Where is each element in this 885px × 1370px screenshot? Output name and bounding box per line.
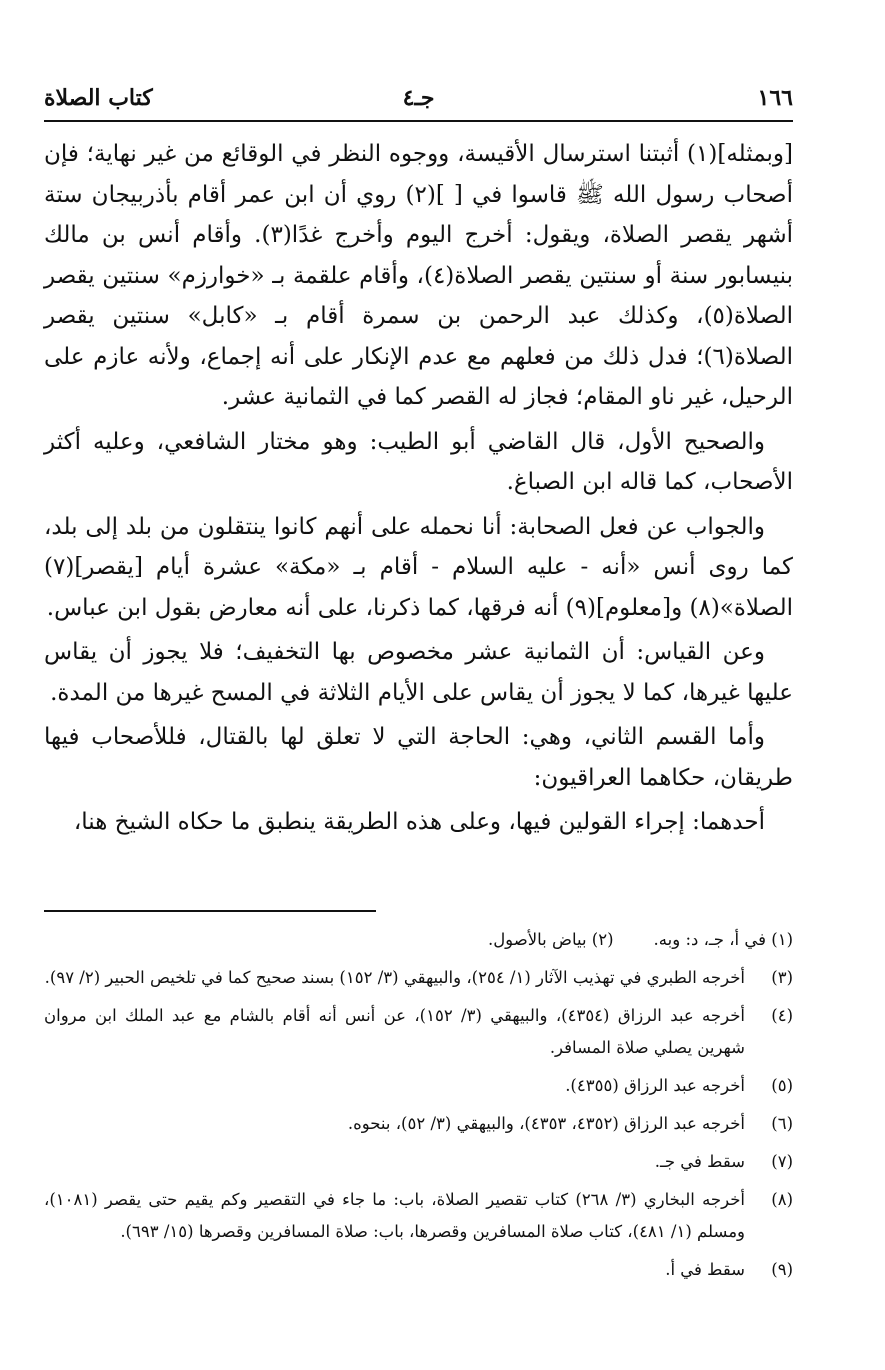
- page-number: ١٦٦: [757, 85, 793, 111]
- footnote: [44, 1000, 793, 1064]
- footnote-number: (٩): [771, 1260, 793, 1279]
- header-rule: [44, 120, 793, 122]
- footnote-number: (١): [771, 930, 793, 949]
- footnote: [44, 1184, 793, 1248]
- footnote-number: (٧): [771, 1152, 793, 1171]
- footnote: [44, 1108, 793, 1140]
- book-title: كتاب الصلاة: [44, 85, 153, 111]
- main-text: [44, 134, 793, 847]
- footnote-text: أخرجه عبد الرزاق (٤٣٥٢، ٤٣٥٣)، والبيهقي (٣/ ٥٢)، بنحوه.: [347, 1114, 745, 1133]
- footnote: [654, 924, 793, 956]
- volume-label: جـ٤: [402, 85, 435, 111]
- paragraph: [وبمثله](١) أثبتنا استرسال الأقيسة، ووجوه النظر في الوقائع من غير نهاية؛ فإن أصحاب رسول الله ﷺ قاسوا في [ ](٢) روي أن ابن عمر أقام بأذربيجان ستة أشهر يقصر الصلاة، ويقول: أخرج اليوم وأخرج غدًا(٣). وأقام أنس بن مالك بنيسابور سنة أو سنتين يقصر الصلاة(٤)، وأقام علقمة بـ «خوارزم» سنتين يقصر الصلاة(٥)، وكذلك عبد الرحمن بن سمرة أقام بـ «كابل» سنتين يقصر الصلاة(٦)؛ فدل ذلك من فعلهم مع عدم الإنكار على أنه إجماع، ولأنه عازم على الرحيل، غير ناو المقام؛ فجاز له القصر كما في الثمانية عشر.: [44, 141, 794, 410]
- running-header: [44, 80, 793, 116]
- paragraph: وعن القياس: أن الثمانية عشر مخصوص بها التخفيف؛ فلا يجوز أن يقاس عليها غيرها، كما لا يجوز أن يقاس على الأيام الثلاثة في المسح غيرها من المدة.: [44, 639, 793, 706]
- paragraph: أحدهما: إجراء القولين فيها، وعلى هذه الطريقة ينطبق ما حكاه الشيخ هنا،: [73, 809, 765, 835]
- footnote-text: أخرجه البخاري (٣/ ٢٦٨) كتاب تقصير الصلاة، باب: ما جاء في التقصير وكم يقيم حتى يقصر (١٠٨١)، ومسلم (١/ ٤٨١)، كتاب صلاة المسافرين وقصرها، باب: صلاة المسافرين وقصرها (١٥/ ٦٩٣).: [44, 1190, 746, 1241]
- footnote-number: (٨): [771, 1190, 793, 1209]
- footnote: [44, 1146, 793, 1178]
- footnote-text: بياض بالأصول.: [487, 930, 587, 949]
- footnote: [44, 1070, 793, 1102]
- paragraph: والجواب عن فعل الصحابة: أنا نحمله على أنهم كانوا ينتقلون من بلد إلى بلد، كما روى أنس «أنه - عليه السلام - أقام بـ «مكة» عشرة أيام [يقصر](٧) الصلاة»(٨) و[معلوم](٩) أنه فرقها، كما ذكرنا، على أنه معارض بقول ابن عباس.: [44, 513, 793, 621]
- footnote: [44, 1254, 793, 1286]
- footnote-text: أخرجه عبد الرزاق (٤٣٥٥).: [565, 1076, 745, 1095]
- paragraph: والصحيح الأول، قال القاضي أبو الطيب: وهو مختار الشافعي، وعليه أكثر الأصحاب، كما قاله ابن الصباغ.: [44, 428, 793, 495]
- footnote-row: [44, 924, 793, 956]
- footnote-text: أخرجه الطبري في تهذيب الآثار (١/ ٢٥٤)، والبيهقي (٣/ ١٥٢) بسند صحيح كما في تلخيص الحبير (٢/ ٩٧).: [44, 968, 745, 987]
- footnotes: [44, 924, 793, 1292]
- footnote-text: في أ، جـ، د: وبه.: [653, 930, 766, 949]
- footnote: [488, 924, 614, 956]
- footnote-number: (٥): [771, 1076, 793, 1095]
- footnote-number: (٢): [591, 930, 614, 949]
- footnote-separator: [44, 910, 376, 912]
- footnote: [44, 962, 793, 994]
- footnote-number: (٣): [771, 968, 793, 987]
- footnote-text: أخرجه عبد الرزاق (٤٣٥٤)، والبيهقي (٣/ ١٥٢)، عن أنس أنه أقام بالشام مع عبد الملك ابن مروان شهرين يصلي صلاة المسافر.: [44, 1006, 745, 1057]
- footnote-text: سقط في جـ.: [654, 1152, 745, 1171]
- footnote-number: (٤): [771, 1006, 793, 1025]
- footnote-text: سقط في أ.: [665, 1260, 745, 1279]
- footnote-number: (٦): [771, 1114, 793, 1133]
- paragraph: وأما القسم الثاني، وهي: الحاجة التي لا تعلق لها بالقتال، فللأصحاب فيها طريقان، حكاهما العراقيون:: [44, 724, 793, 791]
